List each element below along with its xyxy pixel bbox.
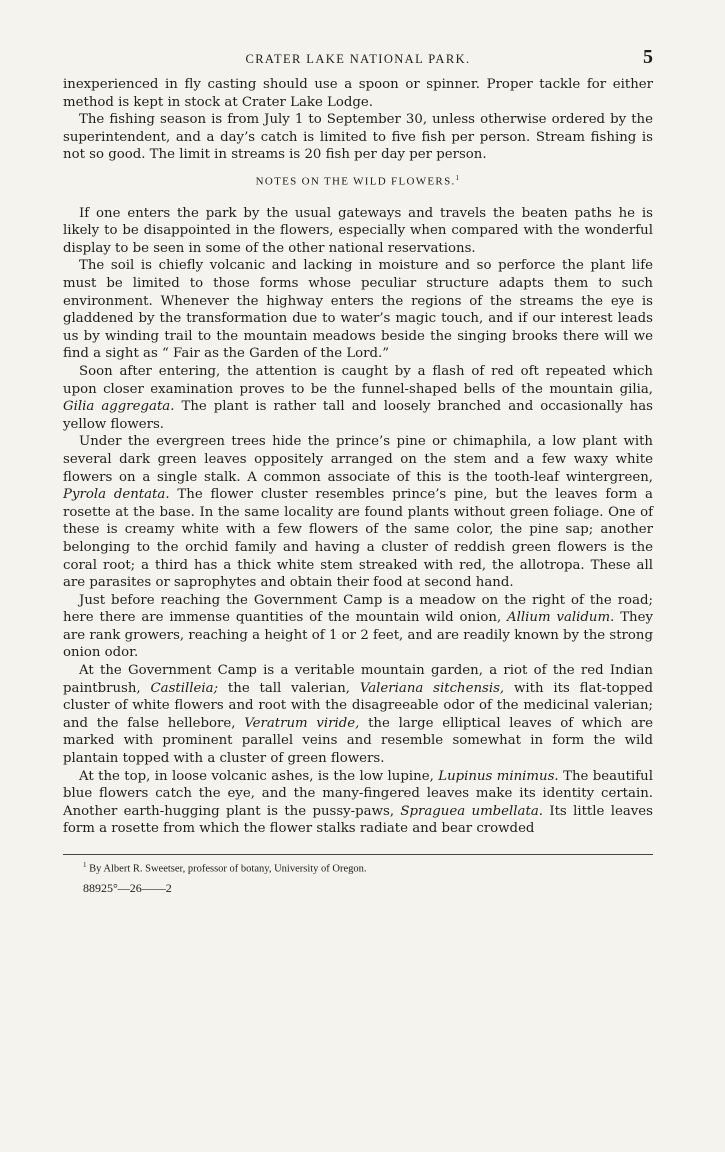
paragraph-lupine: At the top, in loose volcanic ashes, is the low lupine, Lupinus minimus. The beautiful blue flowers catch the eye, and the many-fingered leaves make its identity certain. Another earth-hugging plant is the pussy-paws, Spraguea umbellata. Its little leaves form a rosette from which the flower stalks radiate and bear crowded: [63, 768, 653, 837]
print-code: 88925°—26——2: [83, 880, 172, 895]
footnote-reference: 1: [455, 173, 461, 182]
footnote-divider: [63, 854, 653, 855]
footnote: [63, 861, 653, 875]
paragraph-continued: inexperienced in fly casting should use a spoon or spinner. Proper tackle for either method is kept in stock at Crater Lake Lodge.: [63, 77, 653, 110]
species-name: Gilia aggregata.: [63, 399, 175, 415]
species-name: Lupinus minimus.: [438, 768, 559, 784]
section-heading-text: NOTES ON THE WILD FLOWERS.: [255, 175, 456, 188]
species-name: Pyrola dentata.: [63, 487, 170, 503]
species-name: Valeriana sitchensis,: [359, 680, 505, 696]
footnote-text: By Albert R. Sweetser, professor of botany, University of Oregon.: [89, 863, 367, 875]
species-name: Allium validum.: [507, 610, 615, 626]
footnote-mark: 1: [83, 861, 87, 869]
paragraph-fishing-season: The fishing season is from July 1 to September 30, unless otherwise ordered by the superintendent, and a day’s catch is limited to five fish per person. Stream fishing is not so good. The limit in streams is 20 fish per day per person.: [63, 112, 653, 163]
species-name: Veratrum viride,: [244, 715, 360, 731]
paragraph-intro: If one enters the park by the usual gateways and travels the beaten paths he is likely to be disappointed in the flowers, especially when compared with the wonderful display to be seen in some of the other national reservations.: [63, 205, 653, 256]
running-title: CRATER LAKE NATIONAL PARK.: [245, 52, 471, 66]
page-header: [63, 46, 653, 76]
paragraph-wild-onion: Just before reaching the Government Camp is a meadow on the right of the road; here there are immense quantities of the mountain wild onion, Allium validum. They are rank growers, reaching a height of 1 or 2 feet, and are readily known by the strong onion odor.: [63, 592, 654, 661]
page-number: 5: [643, 46, 653, 68]
paragraph-soil: The soil is chiefly volcanic and lacking in moisture and so perforce the plant life must be limited to those forms whose peculiar structure adapts them to such environment. Whenever the highway enters the regions of the streams the eye is gladdened by the transformation due to water’s magic touch, and if our interest leads us by winding trail to the mountain meadows beside the singing brooks there will we find a sight as “ Fair as the Garden of the Lord.”: [63, 258, 653, 362]
section-heading: [63, 174, 653, 188]
paragraph-government-camp: At the Government Camp is a veritable mountain garden, a riot of the red Indian paintbrush, Castilleia; the tall valerian, Valeriana sitchensis, with its flat-topped cluster of white flowers and root with the disagreeable odor of the medicinal valerian; and the false hellebore, Veratrum viride, the large elliptical leaves of which are marked with prominent parallel veins and resemble somewhat in form the wild plantain topped with a cluster of green flowers.: [63, 663, 654, 767]
species-name: Castilleia;: [150, 680, 219, 696]
paragraph-gilia: Soon after entering, the attention is caught by a flash of red oft repeated which upon closer examination proves to be the funnel-shaped bells of the mountain gilia, Gilia aggregata. The plant is rather tall and loosely branched and occasionally has yellow flowers.: [63, 363, 653, 432]
paragraph-princes-pine: Under the evergreen trees hide the prince’s pine or chimaphila, a low plant with several dark green leaves oppositely arranged on the stem and a few waxy white flowers on a single stalk. A common associate of this is the tooth-leaf wintergreen, Pyrola dentata. The flower cluster resembles prince’s pine, but the leaves form a rosette at the base. In the same locality are found plants without green foliage. One of these is creamy white with a few flowers of the same color, the pine sap; another belonging to the orchid family and having a cluster of reddish green flowers is the coral root; a third has a thick white stem streaked with red, the allotropa. These all are parasites or saprophytes and obtain their food at second hand.: [63, 434, 653, 591]
document-page: [63, 46, 653, 896]
species-name: Spraguea umbellata.: [400, 803, 543, 819]
